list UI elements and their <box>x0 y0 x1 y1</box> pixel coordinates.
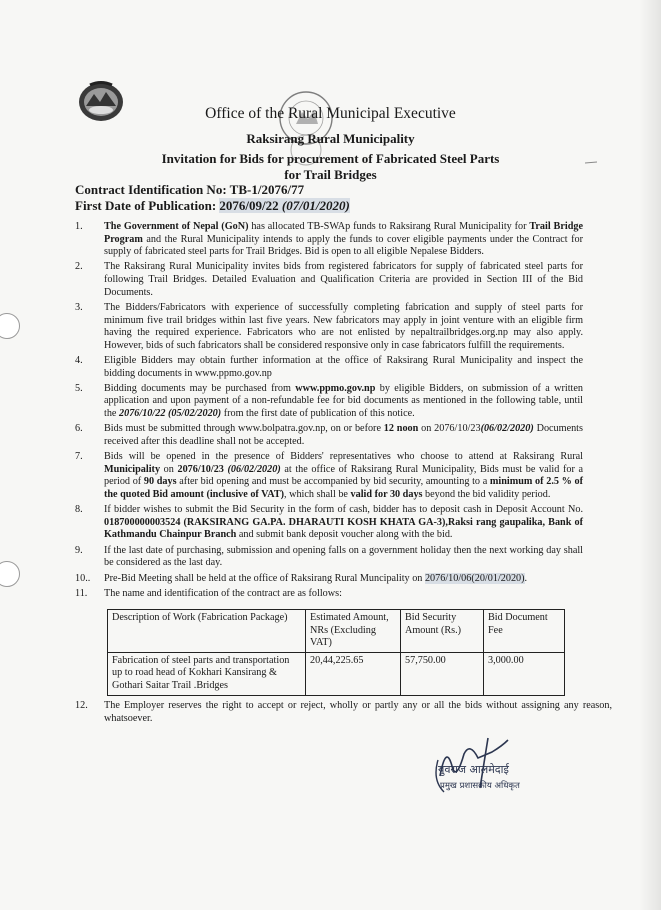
item-text-segment: has allocated TB-SWAp funds to Raksirang Rural Municipality for <box>248 221 530 232</box>
item-text-segment: The Bidders/Fabricators with experience of successfully completing fabrication and supply of steel parts for minimum five trail bridges within last five years. New fabricators may apply in joint venture with an eligible firm having the required experience. Fabricators who are not enlisted by nepaltrailbridges.org.np may also apply. However, bids of such fabricators shall be considered responsive only in case fabricators fulfill the requirements. <box>104 301 583 351</box>
item-text-segment: 018700000003524 (RAKSIRANG GA.PA. DHARAUTI KOSH KHATA GA-3),Raksi rang gaupalika, Bank of Kathmandu Chainpur Branch <box>104 516 583 541</box>
office-title: Office of the Rural Municipal Executive <box>205 105 456 122</box>
signatory-title: प्रमुख प्रशासकीय अधिकृत <box>440 781 520 791</box>
item-text-segment: by eligible Bidders, on submission of a written application and upon payment of a non-refundable fee for bid documents as mentioned in the following table, until the <box>104 382 583 420</box>
pen-mark <box>585 161 597 164</box>
item-text-segment: at the office of Raksirang Rural Municipality, Bids must be valid for a period of <box>104 463 583 488</box>
item-number: 12. <box>75 700 88 711</box>
item-number: 10.. <box>75 572 91 584</box>
item-text-segment: . <box>524 572 528 584</box>
item-number: 9. <box>75 544 83 556</box>
cell-description: Fabrication of steel parts and transportation up to road head of Kokhari Kansirang & Gothari Saitar Trail .Bridges <box>108 652 306 695</box>
contract-id-label: Contract Identification No: <box>75 182 230 197</box>
notice-item <box>75 383 583 421</box>
item-text-segment: minimum of 2.5 % of the quoted Bid amount (inclusive of VAT) <box>104 476 584 500</box>
notice-item <box>75 261 583 299</box>
publication-date-bs: 2076/09/22 <box>219 198 279 213</box>
item-text-segment: Bids will be opened in the presence of Bidders' representatives who choose to attend at Raksirang Rural <box>104 451 583 463</box>
notice-item <box>75 451 583 501</box>
item-text-segment: and the Rural Municipality intends to apply the funds to cover eligible payments under the Contract for supply of fabricated steel parts for Trail Bridges. Bid is open to all eligible Nepalese Bidders. <box>104 233 583 258</box>
item-text-segment: 2076/10/22 (05/02/2020) <box>119 408 222 420</box>
notice-item <box>75 545 583 570</box>
notice-item <box>75 423 583 448</box>
item-text-segment: from the first date of publication of this notice. <box>221 408 415 420</box>
table-row <box>108 652 565 695</box>
item-text-segment: Bids must be submitted through www.bolpatra.gov.np, on or before <box>104 423 384 435</box>
item-text-segment: 90 days <box>143 476 177 488</box>
item-text-segment: Eligible Bidders may obtain further information at the office of Raksirang Rural Municipality and inspect the bidding documents in www.ppmo.gov.np <box>104 355 583 379</box>
item-number: 8. <box>75 504 83 516</box>
publication-date-label: First Date of Publication: <box>75 198 220 213</box>
contract-table <box>107 609 565 696</box>
item-number: 1. <box>75 221 83 232</box>
item-text-segment: The Raksirang Rural Municipality invites bids from registered fabricators for supply of fabricated steel parts for following Trail Bridges. Detailed Evaluation and Qualification Criteria are provided in Section III of the Bid Documents. <box>104 261 583 298</box>
notice-item <box>75 302 583 352</box>
header-description: Description of Work (Fabrication Package) <box>108 610 306 653</box>
punch-hole <box>0 313 20 339</box>
invitation-title-line1: Invitation for Bids for procurement of Fabricated Steel Parts <box>161 151 500 166</box>
punch-hole <box>0 561 20 587</box>
header-bid-security: Bid Security Amount (Rs.) <box>401 610 484 653</box>
table-header-row <box>108 610 565 653</box>
municipality-name: Raksirang Rural Municipality <box>246 131 415 146</box>
item-text-segment: 12 noon <box>383 423 419 435</box>
signatory-name: युवराज आलमेदाई <box>438 763 509 776</box>
invitation-title <box>0 151 661 183</box>
notice-item <box>75 504 583 542</box>
item-number: 5. <box>75 382 83 394</box>
invitation-title-line2: for Trail Bridges <box>284 167 377 182</box>
publication-date-ad: (07/01/2020) <box>278 198 350 213</box>
notice-item <box>75 588 583 601</box>
publication-date-value <box>219 198 349 213</box>
item-text-segment: (06/02/2020) <box>480 423 534 435</box>
item-text-segment: valid for 30 days <box>350 489 423 500</box>
item-text-segment: 2076/10/06(20/01/2020) <box>424 572 525 584</box>
item-number: 7. <box>75 451 83 463</box>
cell-bid-security: 57,750.00 <box>401 652 484 695</box>
header-document-fee: Bid Document Fee <box>484 610 565 653</box>
item-text-segment: and submit bank deposit voucher along with the bid. <box>236 529 453 541</box>
item-number: 11. <box>75 587 88 599</box>
item-text-segment: If the last date of purchasing, submission and opening falls on a government holiday then the next working day shall be considered as the last day. <box>104 544 583 569</box>
item-text-segment: Documents received after this deadline shall not be accepted. <box>104 423 583 447</box>
item-text-segment: on 2076/10/23 <box>418 423 481 435</box>
item-number: 4. <box>75 355 83 366</box>
header-estimated-amount: Estimated Amount, NRs (Excluding VAT) <box>306 610 401 653</box>
item-text-segment: www.ppmo.gov.np <box>295 382 376 394</box>
item-text-segment: beyond the bid validity period. <box>422 489 551 500</box>
item-number: 2. <box>75 261 83 273</box>
notice-item <box>75 573 583 586</box>
item-text: The Employer reserves the right to accept or reject, wholly or partly any or all the bids without assigning any reason, whatsoever. <box>104 700 612 724</box>
notice-item-12 <box>75 700 612 725</box>
item-text-segment: The Government of Nepal (GoN) <box>104 221 249 232</box>
cell-estimated-amount: 20,44,225.65 <box>306 652 401 695</box>
contract-id-value: TB-1/2076/77 <box>229 182 305 197</box>
item-text-segment: Pre-Bid Meeting shall be held at the office of Raksirang Rural Muncipality on <box>104 572 425 584</box>
item-text-segment: , which shall be <box>284 489 351 500</box>
item-text-segment: 2076/10/23 <box>177 463 224 475</box>
item-text-segment: The name and identification of the contract are as follows: <box>104 587 342 599</box>
item-text-segment: on <box>160 463 178 475</box>
item-text-segment: (06/02/2020) <box>227 463 281 475</box>
contract-id-line <box>75 182 350 198</box>
contract-info <box>75 182 350 214</box>
cell-document-fee: 3,000.00 <box>484 652 565 695</box>
item-number: 3. <box>75 301 83 313</box>
item-text-segment: Bidding documents may be purchased from <box>104 382 296 394</box>
item-number: 6. <box>75 423 83 435</box>
notice-item <box>75 221 583 259</box>
item-text-segment: If bidder wishes to submit the Bid Security in the form of cash, bidder has to deposit cash in Deposit Account No. <box>104 504 583 516</box>
item-text-segment: Municipality <box>104 463 161 475</box>
item-text-segment: Trail Bridge Program <box>104 221 583 245</box>
notice-items <box>75 221 583 603</box>
notice-item <box>75 355 583 380</box>
item-text-segment: after bid opening and must be accompanied by bid security, amounting to a <box>176 476 490 488</box>
publication-date-line <box>75 198 350 214</box>
